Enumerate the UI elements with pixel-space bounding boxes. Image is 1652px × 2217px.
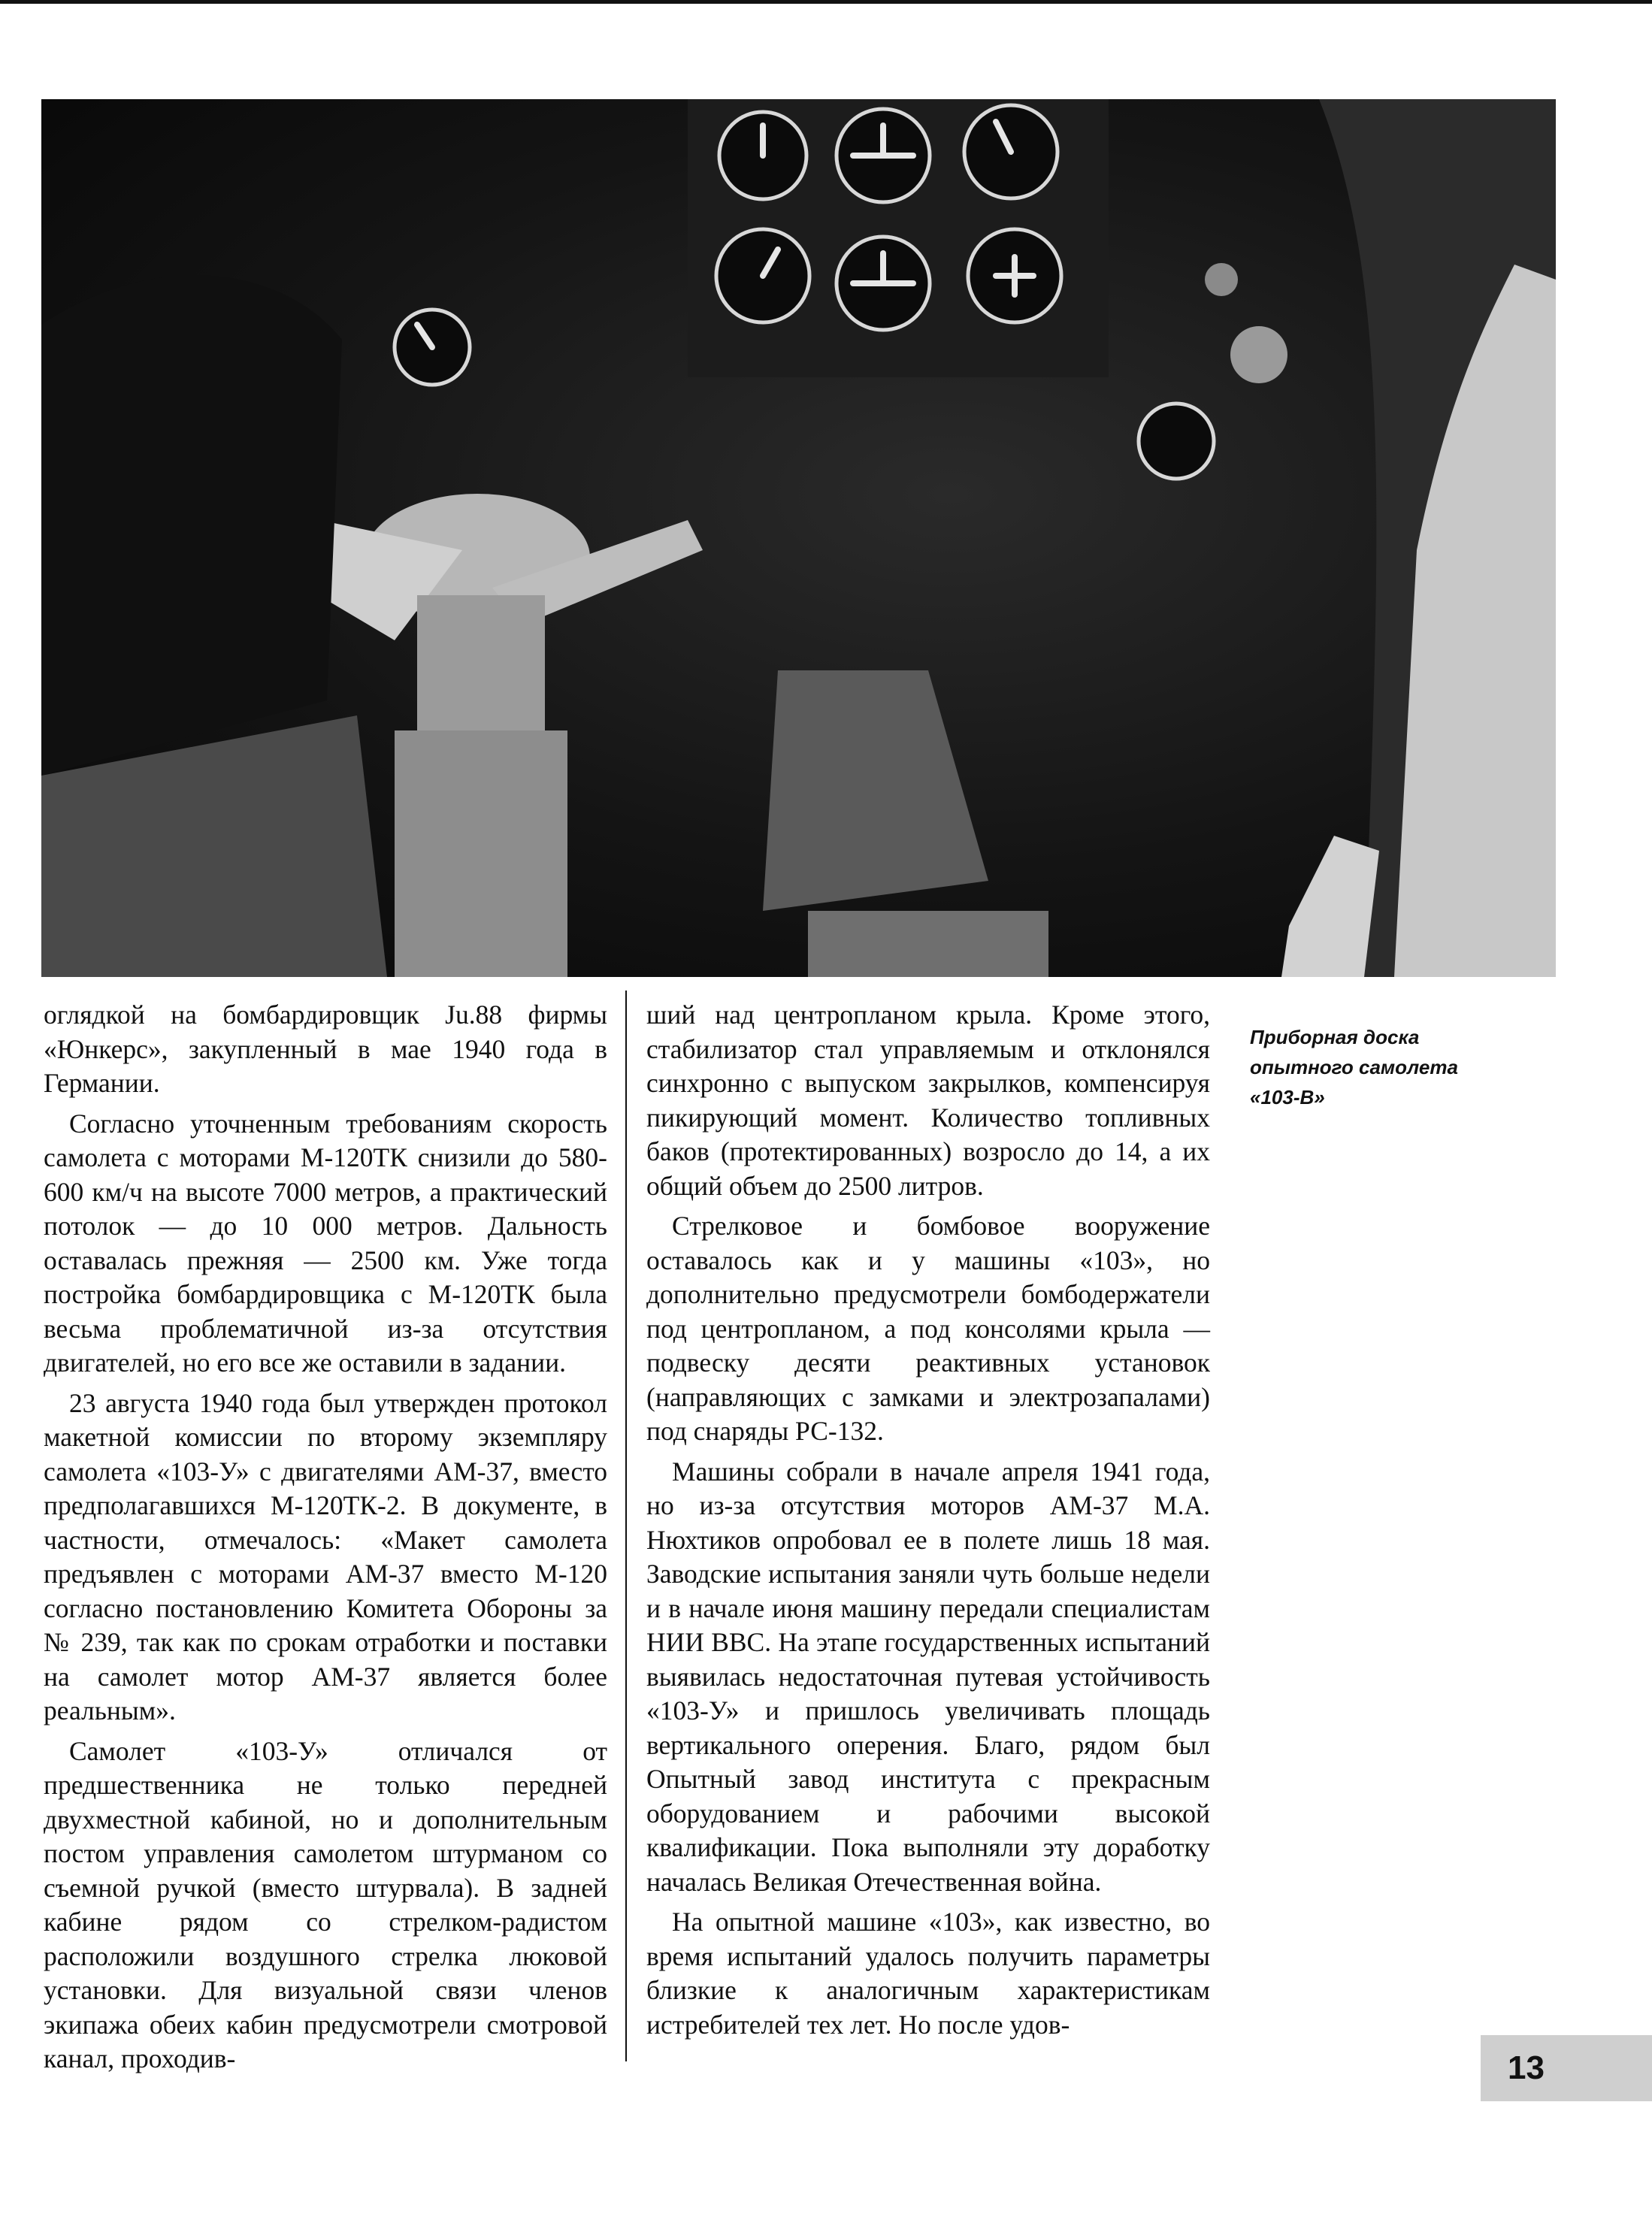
paragraph: Машины собрали в начале апреля 1941 года, но из-за отсутствия моторов АМ-37 М.А. Нюхтиков опробовал ее в полете лишь 18 мая. Заводские испытания заняли чуть больше недели и в начале июня машину передали специалистам НИИ ВВС. На этапе государственных испытаний выявилась недостаточная путевая устойчивость «103-У» и пришлось увеличивать площадь вертикального оперения. Благо, рядом был Опытный завод института с прекрасным оборудованием и рабочими высокой квалификации. Пока выполняли эту доработку началась Великая Отечественная война. bbox=[646, 1456, 1210, 1897]
caption-line: опытного самолета bbox=[1250, 1056, 1458, 1078]
paragraph: 23 августа 1940 года был утвержден протокол макетной комиссии по второму экземпляру самолета «103-У» с двигателями АМ-37, вместо предполагавшихся М-120ТК-2. В документе, в частности, отмечалось: «Макет самолета предъявлен с моторами АМ-37 вместо М-120 согласно постановлению Комитета Обороны за № 239, так как по срокам отработки и поставки на самолет мотор АМ-37 является более реальным». bbox=[44, 1387, 607, 1726]
cockpit-illustration bbox=[41, 99, 1556, 977]
paragraph: Согласно уточненным требованиям скорость самолета с моторами М-120ТК снизили до 580-600 км/ч на высоте 7000 метров, а практический потолок — до 10 000 метров. Дальность оставалась прежняя — 2500 км. Уже тогда постройка бомбардировщика с М-120ТК была весьма проблематичной из-за отсутствия двигателей, но его все же оставили в задании. bbox=[44, 1108, 607, 1378]
paragraph: Самолет «103-У» отличался от предшественника не только передней двухместной кабиной, но и дополнительным постом управления самолетом штурманом со съемной ручкой (вместо штурвала). В задней кабине рядом со стрелком-радистом расположили воздушного стрелка люковой установки. Для визуальной связи членов экипажа обеих кабин предусмотрели смотровой канал, проходив- bbox=[44, 1735, 607, 2073]
paragraph: Стрелковое и бомбовое вооружение оставалось как и у машины «103», но дополнительно предусмотрели бомбодержатели под центропланом, а под консолями крыла — подвеску десяти реактивных установок (направляющих с замками и электрозапалами) под снаряды РС-132. bbox=[646, 1211, 1210, 1446]
page-number: 13 bbox=[1481, 2035, 1652, 2101]
paragraph: На опытной машине «103», как известно, во время испытаний удалось получить параметры близкие к аналогичным характеристикам истребителей тех лет. Но после удов- bbox=[646, 1907, 1210, 2040]
text-column-left bbox=[44, 998, 607, 2076]
caption-line: «103-В» bbox=[1250, 1086, 1325, 1108]
top-rule bbox=[0, 0, 1652, 4]
paragraph: ший над центропланом крыла. Кроме этого, стабилизатор стал управляемым и отклонялся синхронно с выпуском закрылков, компенсируя пикирующий момент. Количество топливных баков (протектированных) возросло до 14, а их общий объем до 2500 литров. bbox=[646, 1000, 1210, 1201]
text-column-right bbox=[646, 998, 1210, 2042]
paragraph: оглядкой на бомбардировщик Ju.88 фирмы «Юнкерс», закупленный в мае 1940 года в Германии. bbox=[44, 1000, 607, 1098]
caption-line: Приборная доска bbox=[1250, 1026, 1420, 1048]
cockpit-instrument-panel-photo bbox=[41, 99, 1556, 977]
photo-caption bbox=[1250, 1022, 1490, 1112]
column-divider bbox=[625, 991, 627, 2061]
